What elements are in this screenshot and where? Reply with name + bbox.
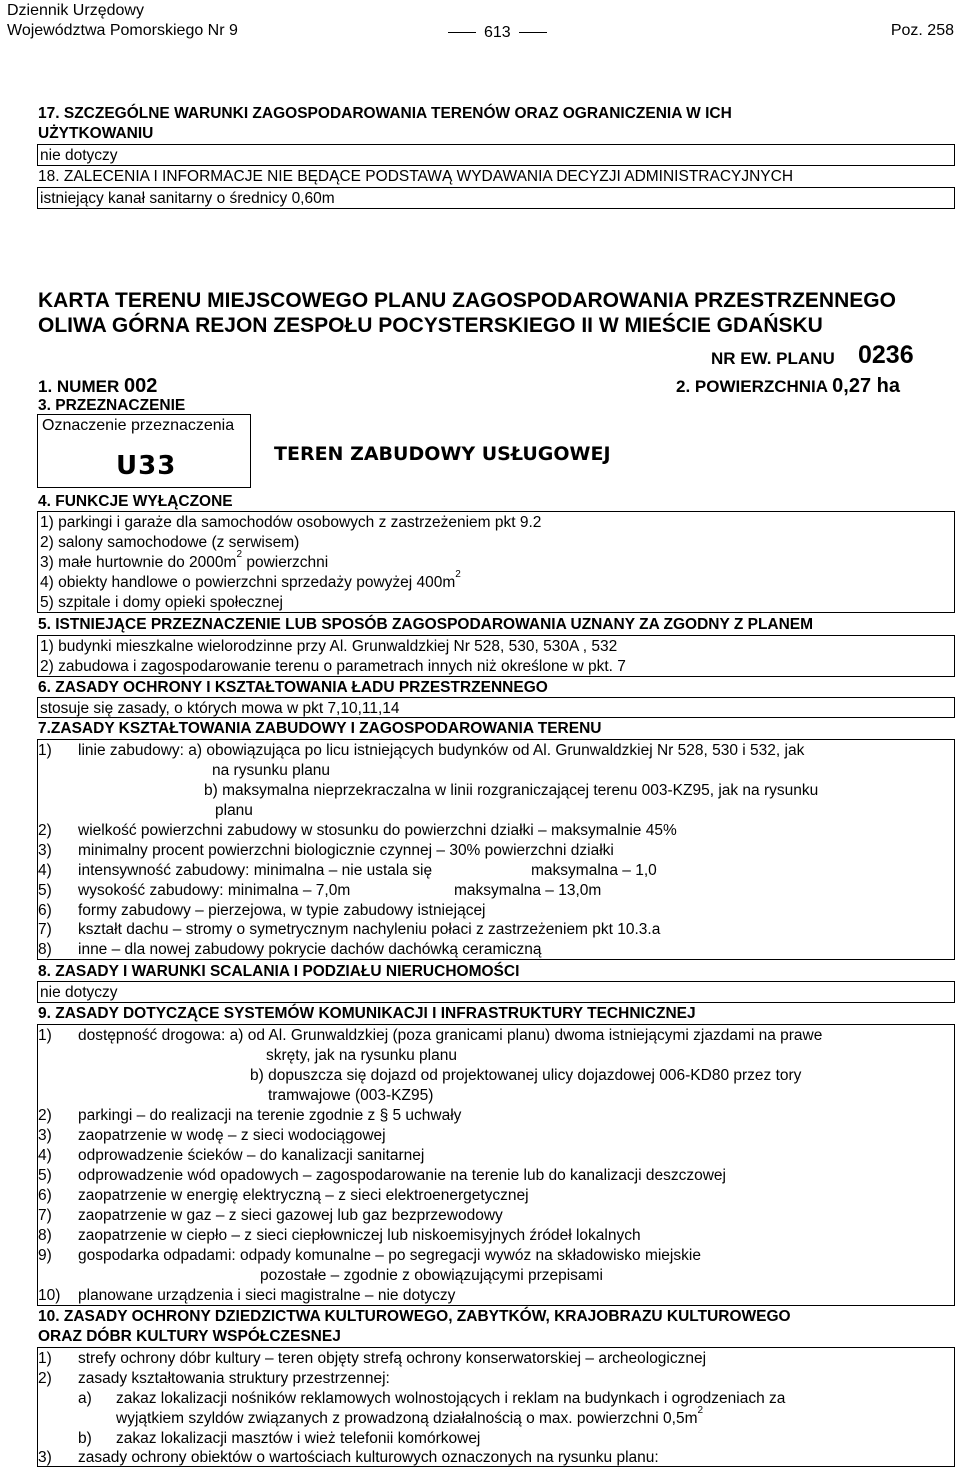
s10-sub-a: a) (78, 1390, 92, 1407)
s10-num: 1) (38, 1350, 52, 1367)
s6-value: stosuje się zasady, o których mowa w pkt 7,10,11,14 (40, 700, 400, 717)
s7-line-1c: b) maksymalna nieprzekraczalna w linii rozgraniczającej terenu 003-KZ95, jak na rysunku (204, 782, 819, 799)
numer-label: 1. NUMER (38, 377, 120, 396)
page-header (0, 0, 960, 44)
s7-num: 6) (38, 902, 52, 919)
s9-line-1a: dostępność drogowa: a) od Al. Grunwaldzkiej (poza granicami planu) dwoma istniejącymi zjazdami na prawe (78, 1027, 823, 1044)
s10-num: 3) (38, 1449, 52, 1466)
s7-item-2: wielkość powierzchni zabudowy w stosunku do powierzchni działki – maksymalnie 45% (78, 822, 677, 839)
s10-line-1: strefy ochrony dóbr kultury – teren objęty strefą ochrony konserwatorskiej – archeologicznej (78, 1350, 707, 1367)
position-number: Poz. 258 (890, 22, 954, 39)
s10-line-2a: zakaz lokalizacji nośników reklamowych wolnostojących i reklam na budynkach i ogrodzeniach za (116, 1390, 786, 1407)
s17-value: nie dotyczy (40, 147, 118, 164)
s10-sub-b: b) (78, 1430, 92, 1447)
s9-num: 10) (38, 1287, 61, 1304)
s7-item-7: kształt dachu – stromy o symetrycznym nachyleniu połaci z zastrzeżeniem pkt 10.3.a (78, 921, 661, 938)
s9-item-9: gospodarka odpadami: odpady komunalne – po segregacji wywóz na składowisko miejskie (78, 1247, 701, 1264)
s7-num: 2) (38, 822, 52, 839)
s7-line-1b: na rysunku planu (212, 762, 331, 779)
s4-item-3-tail: powierzchni (242, 554, 329, 571)
s7-line-1a: linie zabudowy: a) obowiązująca po licu istniejących budynków od Al. Grunwaldzkiej Nr 528, 530 i 532, jak (78, 742, 805, 759)
s5-heading: 5. ISTNIEJĄCE PRZEZNACZENIE LUB SPOSÓB ZAGOSPODAROWANIA UZNANY ZA ZGODNY Z PLANEM (38, 616, 814, 633)
s9-line-1d: tramwajowe (003-KZ95) (268, 1087, 434, 1104)
s10-line-2: zasady kształtowania struktury przestrzennej: (78, 1370, 390, 1387)
s9-item-5: odprowadzenie wód opadowych – zagospodarowanie na terenie lub do kanalizacji deszczowej (78, 1167, 726, 1184)
s9-num: 6) (38, 1187, 52, 1204)
s7-num-1: 1) (38, 742, 52, 759)
s10-line-2b: zakaz lokalizacji masztów i wież telefonii komórkowej (116, 1430, 481, 1447)
s9-num: 7) (38, 1207, 52, 1224)
s4-heading: 4. FUNKCJE WYŁĄCZONE (38, 493, 233, 510)
plan-number: 0236 (858, 341, 914, 369)
superscript: 2 (455, 569, 461, 580)
area-label: 2. POWIERZCHNIA (676, 377, 828, 396)
purpose-symbol: U33 (116, 451, 177, 481)
s7-item-5-max: maksymalna – 13,0m (454, 882, 602, 899)
s10-heading-1: 10. ZASADY OCHRONY DZIEDZICTWA KULTUROWEGO, ZABYTKÓW, KRAJOBRAZU KULTUROWEGO (38, 1308, 791, 1325)
s18-heading: 18. ZALECENIA I INFORMACJE NIE BĘDĄCE PODSTAWĄ WYDAWANIA DECYZJI ADMINISTRACYJNYCH (38, 168, 794, 185)
s9-num: 9) (38, 1247, 52, 1264)
s7-item-4: intensywność zabudowy: minimalna – nie ustala się (78, 862, 433, 879)
s8-heading: 8. ZASADY I WARUNKI SCALANIA I PODZIAŁU NIERUCHOMOŚCI (38, 963, 520, 980)
s9-heading: 9. ZASADY DOTYCZĄCE SYSTEMÓW KOMUNIKACJI I INFRASTRUKTURY TECHNICZNEJ (38, 1005, 696, 1022)
s7-num: 3) (38, 842, 52, 859)
plan-label: NR EW. PLANU (711, 349, 835, 368)
s7-item-4-max: maksymalna – 1,0 (531, 862, 657, 879)
s7-num: 8) (38, 941, 52, 958)
s9-num: 4) (38, 1147, 52, 1164)
s9-line-1b: skręty, jak na rysunku planu (266, 1047, 457, 1064)
s17-heading-2: UŻYTKOWANIU (38, 125, 154, 142)
card-title-2: OLIWA GÓRNA REJON ZESPOŁU POCYSTERSKIEGO II W MIEŚCIE GDAŃSKU (38, 314, 823, 337)
s4-item-4: 4) obiekty handlowe o powierzchni sprzedaży powyżej 400m (40, 574, 456, 591)
s9-num: 3) (38, 1127, 52, 1144)
s7-heading: 7.ZASADY KSZTAŁTOWANIA ZABUDOWY I ZAGOSPODAROWANIA TERENU (38, 720, 602, 737)
s10-heading-2: ORAZ DÓBR KULTURY WSPÓŁCZESNEJ (38, 1328, 341, 1345)
s9-num: 8) (38, 1227, 52, 1244)
s10-line-2a-cont: wyjątkiem szyldów związanych z prowadzoną działalnością o max. powierzchni 0,5m (116, 1410, 698, 1427)
numer-value: 002 (123, 375, 158, 397)
s7-line-1d: planu (215, 802, 253, 819)
s10-line-3: zasady ochrony obiektów o wartościach kulturowych oznaczonych na rysunku planu: (78, 1449, 659, 1466)
s5-item-1: 1) budynki mieszkalne wielorodzinne przy Al. Grunwaldzkiej Nr 528, 530, 530A , 532 (40, 638, 618, 655)
s9-line-1c: b) dopuszcza się dojazd od projektowanej ulicy dojazdowej 006-KD80 przez tory (250, 1067, 802, 1084)
journal-issue: Województwa Pomorskiego Nr 9 (7, 22, 238, 39)
s17-heading-1: 17. SZCZEGÓLNE WARUNKI ZAGOSPODAROWANIA TERENÓW ORAZ OGRANICZENIA W ICH (38, 105, 732, 122)
s7-item-5: wysokość zabudowy: minimalna – 7,0m (78, 882, 351, 899)
s9-item-7: zaopatrzenie w gaz – z sieci gazowej lub gaz bezprzewodowy (78, 1207, 503, 1224)
s9-item-2: parkingi – do realizacji na terenie zgodnie z § 5 uchwały (78, 1107, 462, 1124)
s9-num-1: 1) (38, 1027, 52, 1044)
s4-item-5: 5) szpitale i domy opieki społecznej (40, 594, 283, 611)
purpose-name: TEREN ZABUDOWY USŁUGOWEJ (274, 443, 611, 465)
card-title-1: KARTA TERENU MIEJSCOWEGO PLANU ZAGOSPODAROWANIA PRZESTRZENNEGO (38, 289, 896, 312)
s7-item-3: minimalny procent powierzchni biologicznie czynnej – 30% powierzchni działki (78, 842, 614, 859)
s7-num: 5) (38, 882, 52, 899)
superscript: 2 (697, 1405, 704, 1416)
purpose-label: Oznaczenie przeznaczenia (42, 417, 235, 434)
s8-value: nie dotyczy (40, 984, 118, 1001)
s9-item-8: zaopatrzenie w ciepło – z sieci ciepłowniczej lub niskoemisyjnych źródeł lokalnych (78, 1227, 641, 1244)
s5-item-2: 2) zabudowa i zagospodarowanie terenu o parametrach innych niż określone w pkt. 7 (40, 658, 626, 675)
area-value: 0,27 ha (832, 375, 900, 397)
s9-num: 5) (38, 1167, 52, 1184)
s17-value-box (37, 144, 955, 166)
journal-name: Dziennik Urzędowy (7, 2, 144, 19)
s7-item-6: formy zabudowy – pierzejowa, w typie zabudowy istniejącej (78, 902, 486, 919)
s9-item-3: zaopatrzenie w wodę – z sieci wodociągowej (78, 1127, 386, 1144)
s8-box (37, 981, 955, 1003)
s4-item-1: 1) parkingi i garaże dla samochodów osobowych z zastrzeżeniem pkt 9.2 (40, 514, 542, 531)
s9-item-9-cont: pozostałe – zgodnie z obowiązującymi przepisami (260, 1267, 603, 1284)
s7-num: 7) (38, 921, 52, 938)
s7-item-8: inne – dla nowej zabudowy pokrycie dachów dachówką ceramiczną (78, 941, 542, 958)
s9-item-4: odprowadzenie ścieków – do kanalizacji sanitarnej (78, 1147, 425, 1164)
page-number: 613 (440, 23, 555, 43)
s7-num: 4) (38, 862, 52, 879)
s4-item-2: 2) salony samochodowe (z serwisem) (40, 534, 300, 551)
s18-value: istniejący kanał sanitarny o średnicy 0,60m (40, 190, 335, 207)
purpose-heading: 3. PRZEZNACZENIE (38, 397, 186, 414)
s4-item-3: 3) małe hurtownie do 2000m (40, 554, 237, 571)
s6-heading: 6. ZASADY OCHRONY I KSZTAŁTOWANIA ŁADU PRZESTRZENNEGO (38, 679, 548, 696)
s9-item-10: planowane urządzenia i sieci magistralne – nie dotyczy (78, 1287, 456, 1304)
superscript: 2 (236, 549, 243, 560)
s9-item-6: zaopatrzenie w energię elektryczną – z sieci elektroenergetycznej (78, 1187, 529, 1204)
s10-num: 2) (38, 1370, 52, 1387)
s9-num: 2) (38, 1107, 52, 1124)
